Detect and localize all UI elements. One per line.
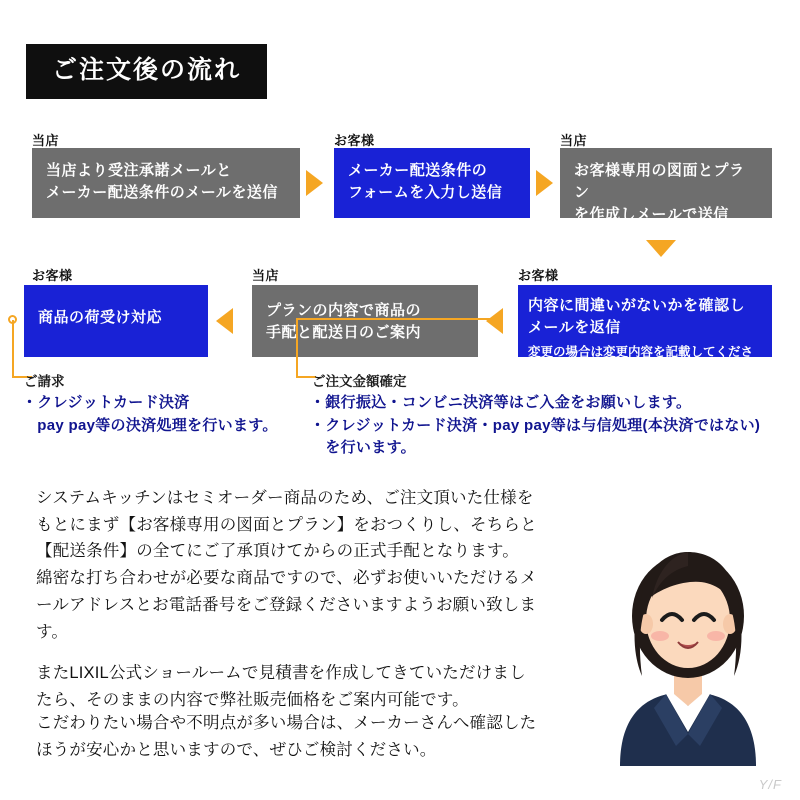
description-line-10: ほうが安心かと思いますので、ぜひご検討ください。	[36, 740, 437, 759]
arrow-right-1	[306, 170, 323, 196]
description-line-4: 綿密な打ち合わせが必要な商品ですので、必ずお使いいただけるメ	[36, 569, 537, 588]
customer-service-illustration	[598, 536, 778, 766]
flow-box-6-line1: 内容に間違いがないかを確認し	[528, 297, 746, 314]
description-line-2: もとにまず【お客様専用の図面とプラン】をおつくりし、そちらと	[36, 515, 537, 534]
arrow-left-1	[216, 308, 233, 334]
page-title: ご注文後の流れ	[26, 44, 267, 99]
annotation-2-line-3: を行います。	[310, 439, 416, 456]
flow-box-4	[24, 285, 208, 357]
description-line-6: す。	[36, 622, 69, 641]
description-block-2	[36, 660, 636, 713]
annotation-1-line-1: ・クレジットカード決済	[22, 394, 190, 411]
annotation-1-head: ご請求	[24, 374, 65, 389]
flow-tag-store-1: 当店	[32, 133, 60, 148]
annotation-2-body	[310, 392, 790, 460]
flow-box-6	[518, 285, 772, 377]
flow-tag-store-2: 当店	[560, 133, 588, 148]
flow-box-2-line2: フォームを入力し送信	[348, 183, 503, 201]
flow-box-4-line1: 商品の荷受け対応	[38, 309, 163, 326]
flow-tag-store-3: 当店	[252, 268, 280, 283]
flow-box-2	[334, 148, 530, 218]
description-line-5: ールアドレスとお電話番号をご登録くださいますようお願い致しま	[36, 595, 537, 614]
connector-line-mid-top	[296, 318, 500, 322]
flow-box-1-line2: メーカー配送条件のメールを送信	[46, 183, 278, 201]
flow-box-6-line2: メールを返信	[528, 318, 621, 336]
flow-box-5-line1: プランの内容で商品の	[266, 302, 422, 319]
watermark: Y/F	[758, 777, 782, 792]
description-line-8: たら、そのままの内容で弊社販売価格をご案内可能です。	[36, 690, 469, 709]
connector-line-left-vertical	[12, 320, 16, 378]
annotation-2-line-1: ・銀行振込・コンビニ決済等はご入金をお願いします。	[310, 394, 692, 411]
arrow-right-2	[536, 170, 553, 196]
flow-box-2-line1: メーカー配送条件の	[348, 162, 488, 179]
description-line-1: システムキッチンはセミオーダー商品のため、ご注文頂いた仕様を	[36, 489, 534, 507]
flow-box-3-line1: お客様専用の図面とプラン	[574, 162, 745, 201]
annotation-1-line-2: pay pay等の決済処理を行います。	[22, 416, 278, 434]
description-line-3: 【配送条件】の全てにご了承頂けてからの正式手配となります。	[36, 542, 519, 561]
description-line-7: またLIXIL公式ショールームで見積書を作成してきていただけまし	[36, 664, 526, 682]
annotation-2-line-2: ・クレジットカード決済・pay pay等は与信処理(本決済ではない)	[310, 416, 761, 434]
annotation-2-head: ご注文金額確定	[312, 374, 407, 389]
flow-box-6-note: 変更の場合は変更内容を記載してください	[528, 344, 754, 377]
flow-tag-customer-3: お客様	[518, 268, 559, 283]
flow-tag-customer-2: お客様	[32, 268, 73, 283]
flow-box-1	[32, 148, 300, 218]
description-block-1	[36, 485, 636, 645]
flow-box-3-line2: を作成しメールで送信	[574, 205, 729, 223]
connector-line-mid-vertical	[296, 318, 300, 378]
flow-tag-customer-1: お客様	[334, 133, 375, 148]
arrow-down-1	[646, 240, 676, 257]
flow-box-1-line1: 当店より受注承諾メールと	[46, 162, 232, 179]
flow-box-5-line2: 手配と配送日のご案内	[266, 323, 422, 341]
flow-box-3	[560, 148, 772, 223]
description-line-9: こだわりたい場合や不明点が多い場合は、メーカーさんへ確認した	[36, 714, 537, 732]
description-block-3	[36, 710, 636, 763]
annotation-1-body	[22, 392, 302, 437]
